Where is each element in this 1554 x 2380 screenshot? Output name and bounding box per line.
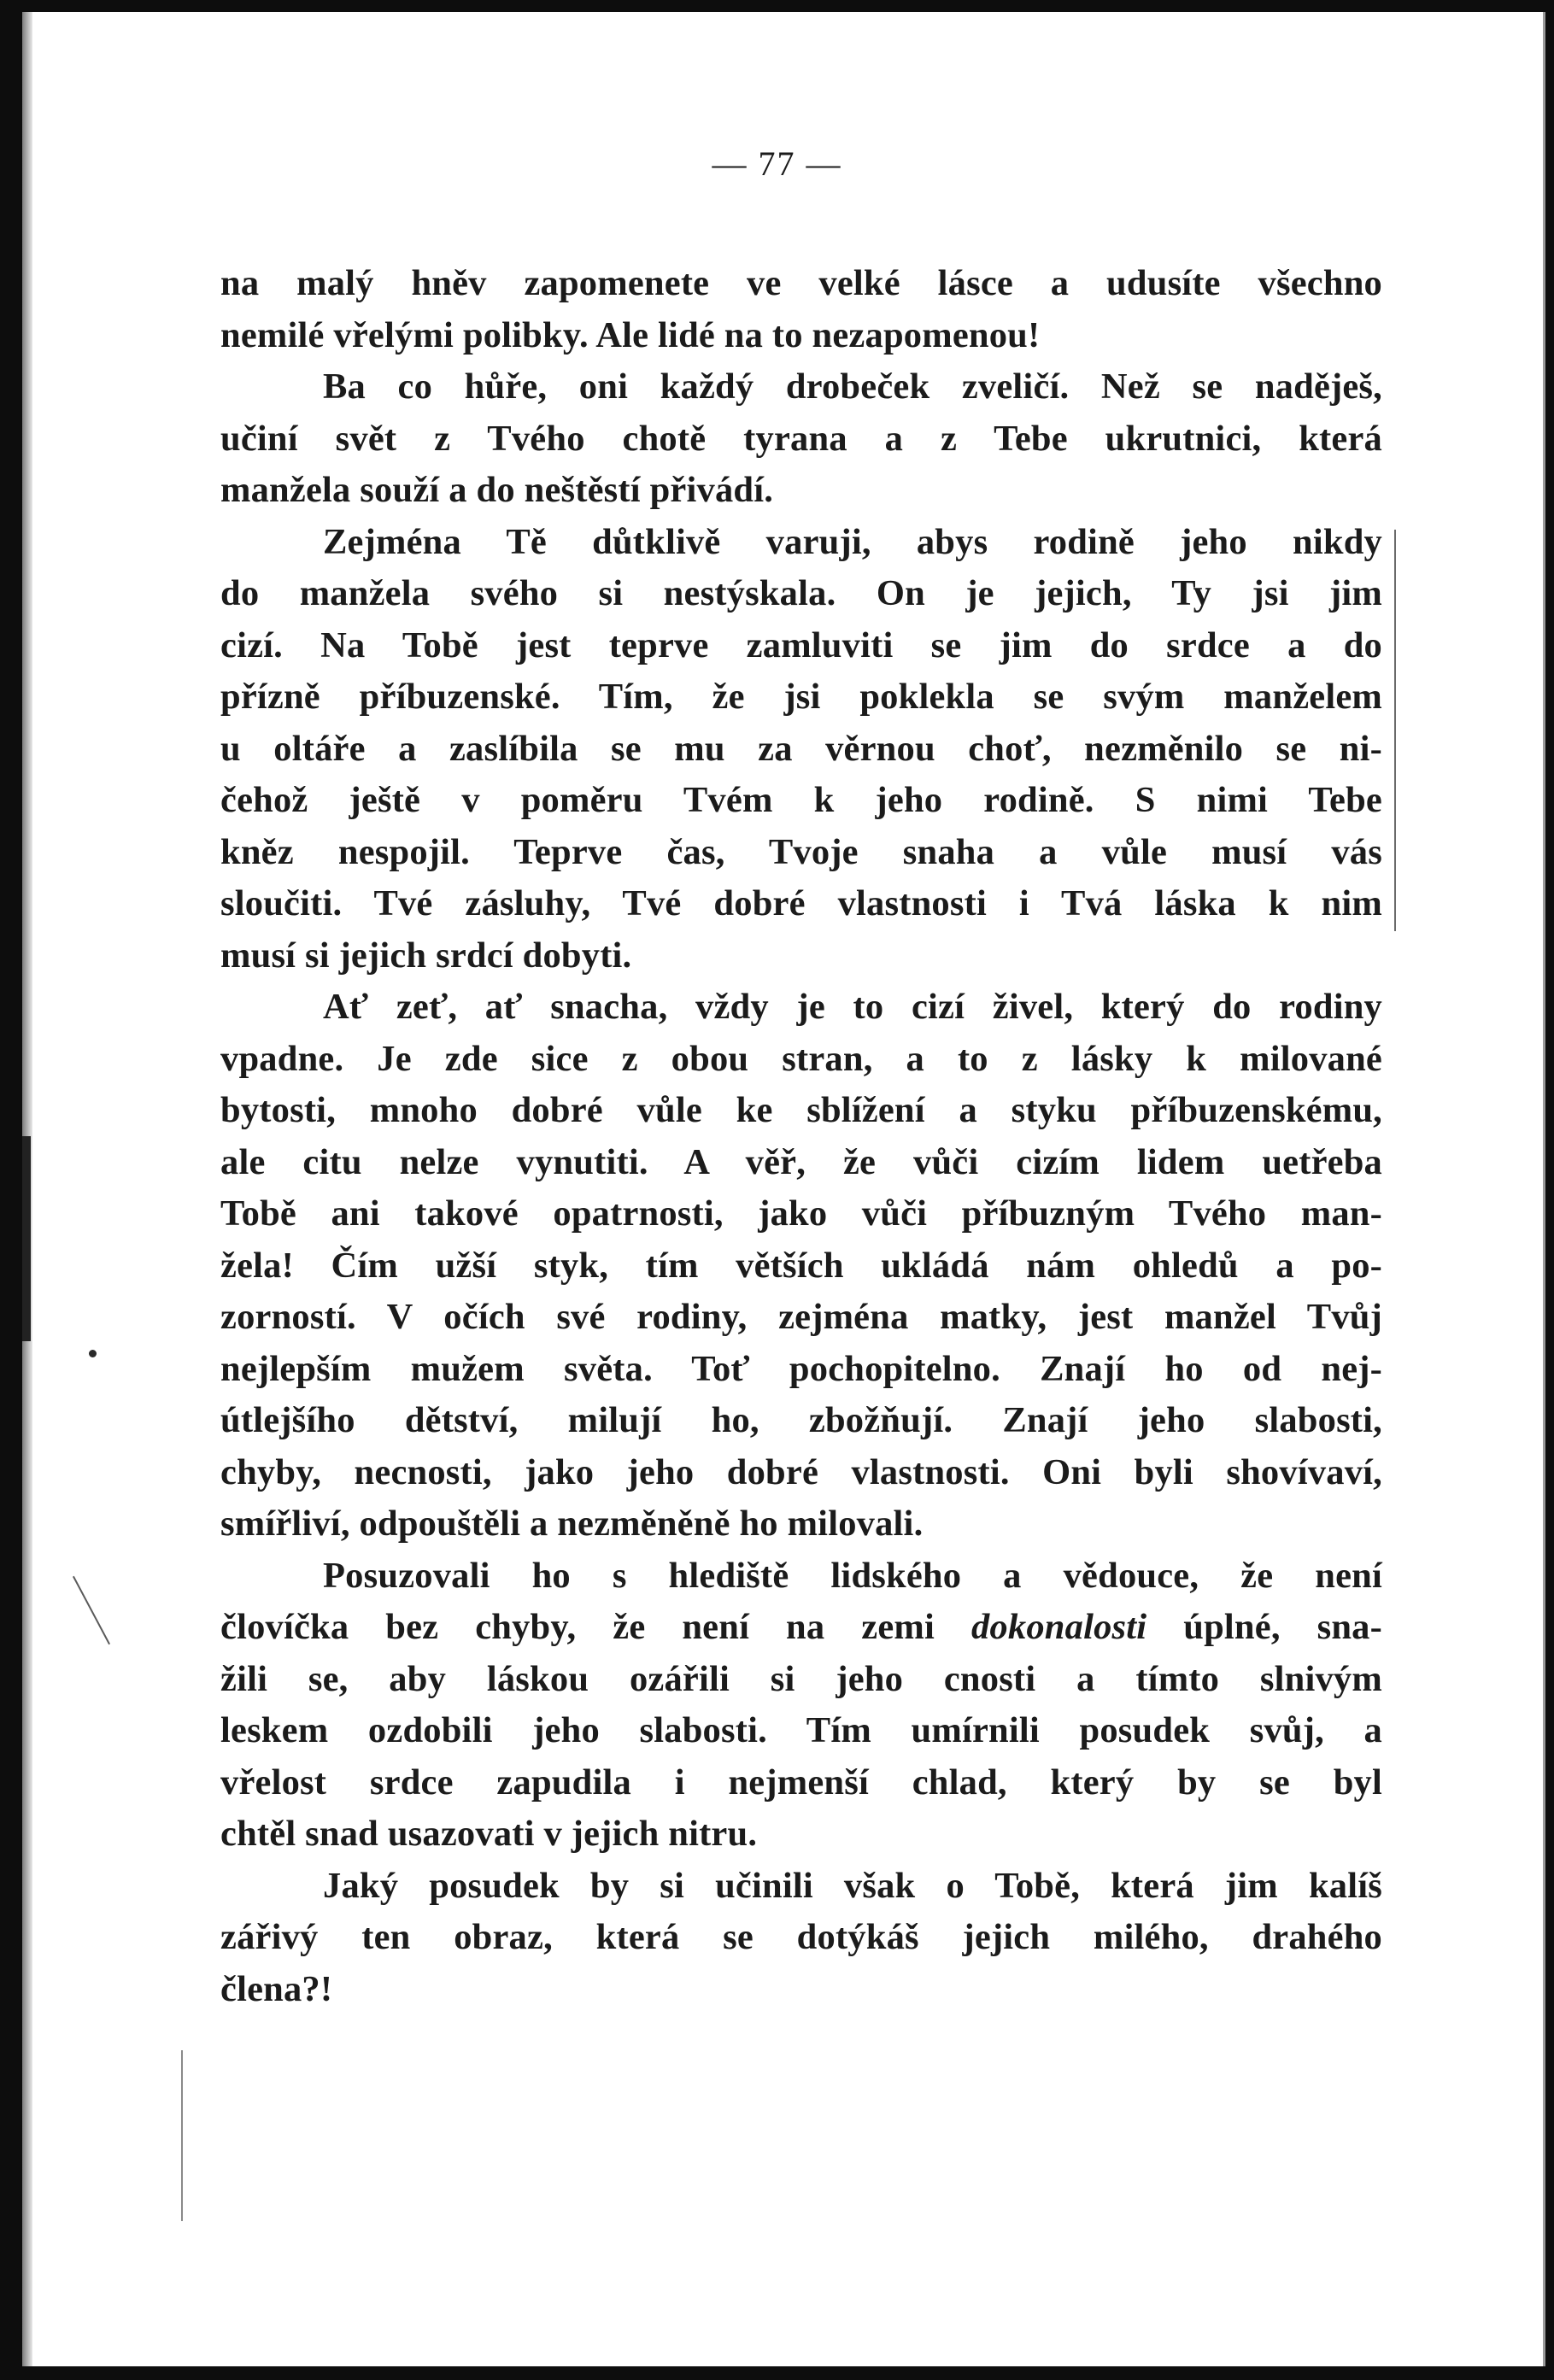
text-line: zářivý ten obraz, která se dotýkáš jejich milého, drahého	[220, 1917, 1382, 1957]
text-line: musí si jejich srdcí dobyti.	[220, 935, 632, 976]
text-line: sloučiti. Tvé zásluhy, Tvé dobré vlastnosti i Tvá láska k nim	[220, 883, 1382, 923]
text-line: přízně příbuzenské. Tím, že jsi poklekla se svým manželem	[220, 677, 1382, 717]
ink-speck	[89, 1350, 97, 1357]
text-line: nejlepším mužem světa. Toť pochopitelno. Znají ho od nej-	[220, 1348, 1382, 1389]
text-line: nemilé vřelými polibky. Ale lidé na to nezapomenou!	[220, 314, 1041, 355]
text-line: na malý hněv zapomenete ve velké lásce a udusíte všechno	[220, 263, 1382, 303]
text-line: manžela souží a do neštěstí přivádí.	[220, 470, 774, 510]
text-line: Ba co hůře, oni každý drobeček zveličí. Než se naděješ,	[323, 366, 1382, 407]
text-line: žela! Čím užší styk, tím větších ukládá nám ohledů a po-	[220, 1245, 1382, 1286]
text-line: Tobě ani takové opatrnosti, jako vůči příbuzným Tvého man-	[220, 1193, 1382, 1234]
text-line: do manžela svého si nestýskala. On je jejich, Ty jsi jim	[220, 573, 1382, 613]
text-line: člena?!	[220, 1968, 333, 2009]
text-fragment: úplné, sna-	[1146, 1607, 1382, 1647]
text-line: u oltáře a zaslíbila se mu za věrnou choť, nezměnilo se ni-	[220, 728, 1382, 769]
text-line: leskem ozdobili jeho slabosti. Tím umírnili posudek svůj, a	[220, 1710, 1382, 1750]
text-line: smířliví, odpouštěli a nezměněně ho milovali.	[220, 1504, 924, 1544]
text-line: Zejména Tě důtklivě varuji, abys rodině jeho nikdy	[323, 521, 1382, 562]
text-line: chyby, necnosti, jako jeho dobré vlastnosti. Oni byli shovívaví,	[220, 1451, 1382, 1492]
body-text	[220, 258, 1382, 2015]
text-line: čehož ještě v poměru Tvém k jeho rodině. S nimi Tebe	[220, 780, 1382, 820]
text-line: učiní svět z Tvého chotě tyrana a z Tebe ukrutnici, která	[220, 418, 1382, 459]
text-line: bytosti, mnoho dobré vůle ke sblížení a styku příbuzenskému,	[220, 1090, 1382, 1130]
page-edge	[1543, 12, 1545, 2366]
text-line: Posuzovali ho s hlediště lidského a vědouce, že není	[323, 1555, 1382, 1596]
text-line: Jaký posudek by si učinili však o Tobě, která jim kalíš	[323, 1865, 1382, 1906]
text-line: kněz nespojil. Teprve čas, Tvoje snaha a vůle musí vás	[220, 831, 1382, 872]
text-line: ale citu nelze vynutiti. A věř, že vůči cizím lidem uetřeba	[220, 1141, 1382, 1182]
margin-mark	[1394, 530, 1396, 931]
text-line: útlejšího dětství, milují ho, zbožňují. Znají jeho slabosti,	[220, 1400, 1382, 1440]
text-line: vřelost srdce zapudila i nejmenší chlad, který by se byl	[220, 1762, 1382, 1803]
text-line: vpadne. Je zde sice z obou stran, a to z lásky k milované	[220, 1038, 1382, 1079]
emphasis: dokonalosti	[971, 1607, 1147, 1647]
binding-shadow-dark	[22, 1136, 31, 1341]
page-number: — 77 —	[712, 144, 842, 183]
text-line: zorností. V očích své rodiny, zejména matky, jest manžel Tvůj	[220, 1297, 1382, 1337]
text-line: cizí. Na Tobě jest teprve zamluviti se jim do srdce a do	[220, 624, 1382, 665]
margin-mark	[181, 2050, 183, 2221]
text-fragment: človíčka bez chyby, že není na zemi	[220, 1607, 971, 1647]
text-line: žili se, aby láskou ozářili si jeho cnosti a tímto slnivým	[220, 1658, 1382, 1699]
text-line: chtěl snad usazovati v jejich nitru.	[220, 1814, 758, 1854]
text-line: Ať zeť, ať snacha, vždy je to cizí živel, který do rodiny	[323, 987, 1382, 1027]
text-line	[220, 1602, 1382, 1654]
